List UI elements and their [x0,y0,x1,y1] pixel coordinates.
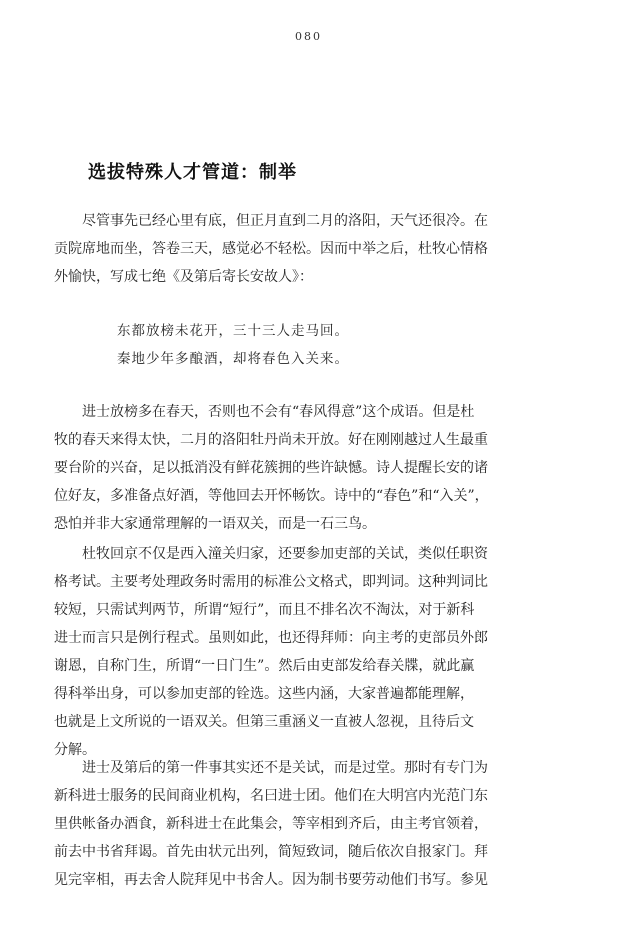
text-line: 进士而言只是例行程式。虽则如此，也还得拜师：向主考的吏部员外郎 [54,630,488,646]
text-line: 位好友，多准备点好酒，等他回去开怀畅饮。诗中的“春色”和“入关”， [54,488,489,504]
text-line: 见完宰相，再去舍人院拜见中书舍人。因为制书要劳动他们书写。参见 [54,872,488,888]
text-line: 尽管事先已经心里有底，但正月直到二月的洛阳，天气还很冷。在 [82,213,488,229]
text-line: 杜牧回京不仅是西入潼关归家，还要参加吏部的关试，类似任职资 [82,546,488,562]
text-line: 要台阶的兴奋，足以抵消没有鲜花簇拥的些许缺憾。诗人提醒长安的诸 [54,460,488,476]
text-line: 里供帐备办酒食，新科进士在此集会，等宰相到齐后，由主考官领着， [54,816,488,832]
section-title: 选拔特殊人才管道：制举 [88,162,297,183]
page-number: 080 [295,30,322,43]
paragraph-1 [54,207,562,291]
text-line: 分解。 [54,742,96,758]
text-line: 得科举出身，可以参加吏部的铨选。这些内涵，大家普遍都能理解， [54,686,474,702]
paragraph-2 [54,398,562,538]
text-line: 格考试。主要考处理政务时需用的标准公文格式，即判词。这种判词比 [54,574,488,590]
poem-line: 东都放榜未花开，三十三人走马回。 [117,323,349,339]
text-line: 进士及第后的第一件事其实还不是关试，而是过堂。那时有专门为 [82,760,488,776]
text-line: 进士放榜多在春天，否则也不会有“春风得意”这个成语。但是杜 [82,404,475,420]
text-line: 外愉快，写成七绝《及第后寄长安故人》： [54,269,313,285]
text-line: 较短，只需试判两节，所谓“短行”，而且不排名次不淘汰，对于新科 [54,602,475,618]
text-line: 前去中书省拜谒。首先由状元出列，简短致词，随后依次自报家门。拜 [54,844,488,860]
paragraph-4 [54,754,562,894]
paragraph-3 [54,540,562,764]
poem-quote [117,317,349,373]
poem-line: 秦地少年多酿酒，却将春色入关来。 [117,351,349,367]
text-line: 也就是上文所说的一语双关。但第三重涵义一直被人忽视，且待后文 [54,714,474,730]
text-line: 恐怕并非大家通常理解的一语双关，而是一石三鸟。 [54,516,376,532]
text-line: 牧的春天来得太快，二月的洛阳牡丹尚未开放。好在刚刚越过人生最重 [54,432,488,448]
text-line: 谢恩，自称门生，所谓“一日门生”。然后由吏部发给春关牒，就此赢 [54,658,475,674]
text-line: 新科进士服务的民间商业机构，名曰进士团。他们在大明宫内光范门东 [54,788,488,804]
text-line: 贡院席地而坐，答卷三天，感觉必不轻松。因而中举之后，杜牧心情格 [54,241,488,257]
